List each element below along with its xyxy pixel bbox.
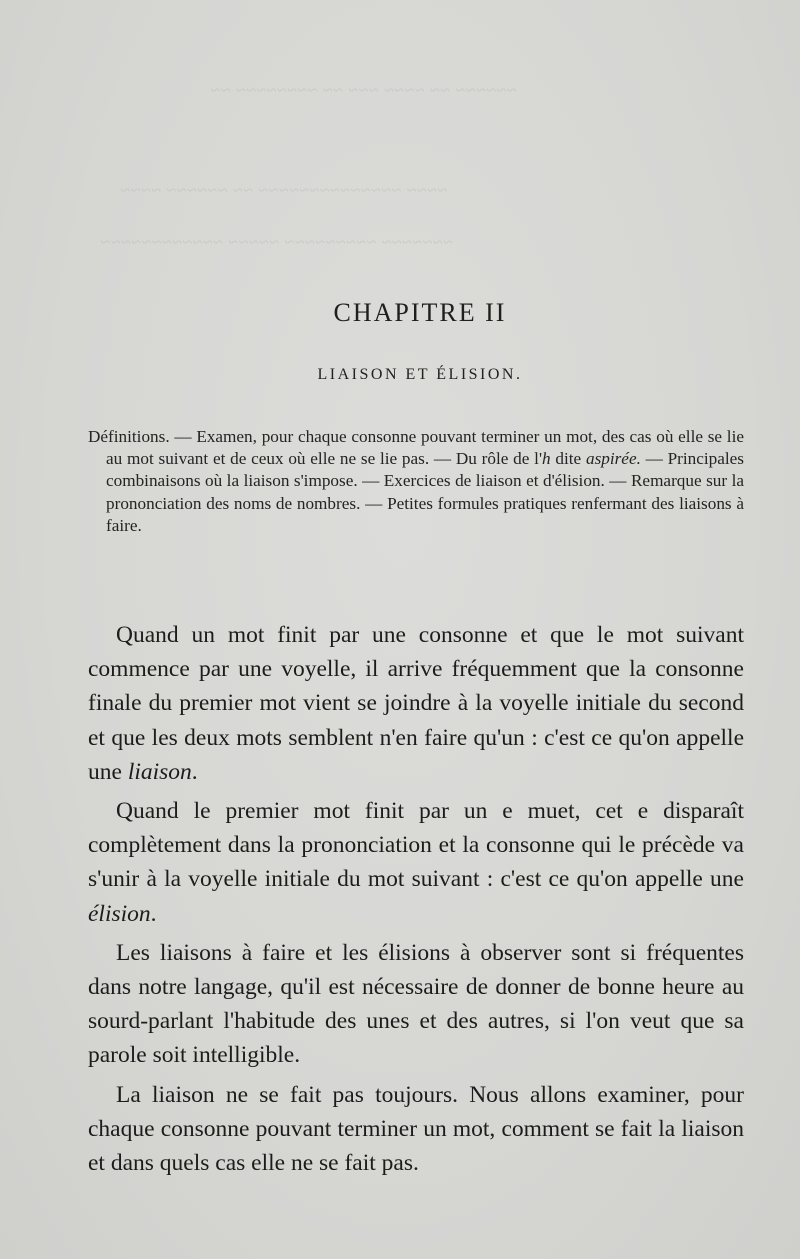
paragraph-text: Quand le premier mot finit par un e muet, cet e disparaît complètement dans la prononciation et la consonne qui le précède va s'unir à la voyelle initiale du mot suivant : c'est ce qu'on appelle une: [88, 798, 744, 893]
summary-h-letter: h: [542, 449, 551, 469]
summary-aspiree: aspirée.: [585, 449, 641, 469]
section-title: LIAISON ET ÉLISION.: [317, 366, 523, 383]
paragraph-liaison: [88, 618, 744, 789]
summary-part1: Définitions. — Examen, pour chaque consonne pouvant terminer un mot, des cas où elle se lie au mot suivant et de ceux où elle ne se lie pas. — Du rôle de l': [88, 427, 744, 469]
paragraph-text: .: [191, 758, 198, 785]
term-elision: élision: [88, 900, 151, 927]
paragraph-text: Quand un mot finit par une consonne et que le mot suivant commence par une voyelle, il arrive fréquemment que la consonne finale du premier mot vient se joindre à la voyelle initiale du second et que les deux mots semblent n'en faire qu'un : c'est ce qu'on appelle une: [88, 622, 744, 785]
show-through-texture: ~~~~~~~ ~~~~~~~~~ ~~~~~ ~~~~~~~~~~~~: [100, 232, 453, 252]
paragraph-frequency: Les liaisons à faire et les élisions à observer sont si fréquentes dans notre langage, qu'il est nécessaire de donner de bonne heure au sourd-parlant l'habitude des unes et des autres, si l'on veut que sa parole soit intelligible.: [88, 939, 744, 1069]
show-through-texture: ~~~~ ~~~~~~~~~~~~~~ ~~ ~~~~~~ ~~~~: [120, 180, 448, 200]
body-text: [88, 618, 744, 1185]
paragraph-exceptions: La liaison ne se fait pas toujours. Nous allons examiner, pour chaque consonne pouvant terminer un mot, comment se fait la liaison et dans quels cas elle ne se fait pas.: [88, 1081, 744, 1177]
chapter-title: CHAPITRE II: [333, 298, 507, 327]
summary-text: [88, 426, 744, 537]
show-through-texture: ~~~~~~ ~~ ~~~~ ~~~ ~~ ~~~~~~~~ ~~: [210, 80, 517, 100]
chapter-summary: [88, 426, 744, 537]
summary-part3: — Principales combinaisons où la liaison s'impose. — Exercices de liaison et d'élision. — Remarque sur la prononciation des noms de nombres. — Petites formules pratiques renfermant des liaisons à faire.: [106, 449, 744, 535]
term-liaison: liaison: [127, 758, 192, 785]
summary-part2: dite: [550, 449, 586, 469]
paragraph-elision: [88, 794, 744, 931]
paragraph-text: .: [150, 900, 157, 927]
